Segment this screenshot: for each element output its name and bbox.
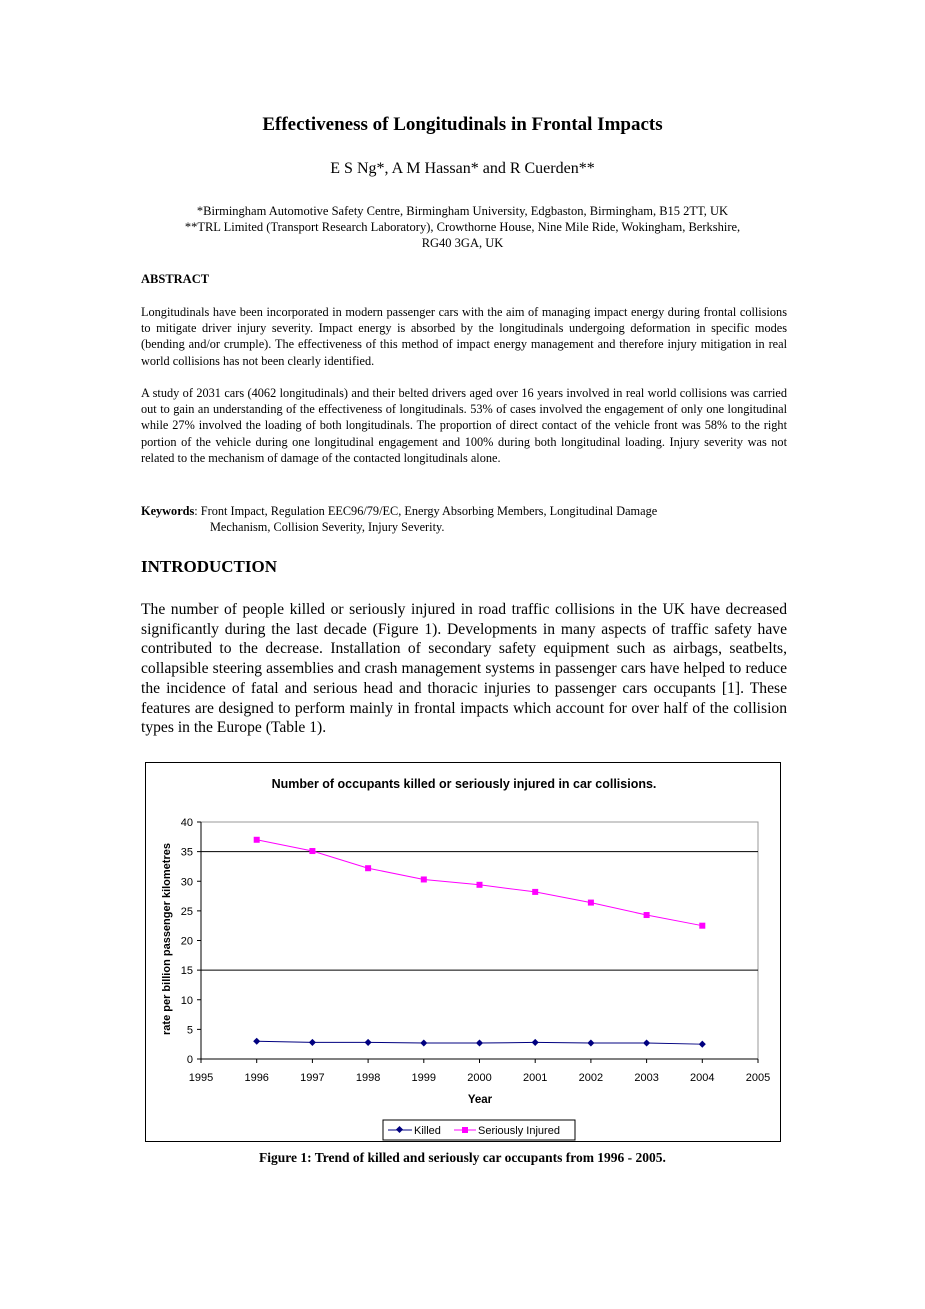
data-point-killed bbox=[699, 1041, 706, 1048]
y-tick-label: 35 bbox=[180, 846, 193, 859]
x-tick-label: 2005 bbox=[745, 1072, 771, 1084]
x-tick-label: 2000 bbox=[467, 1072, 492, 1084]
figure-1-chart bbox=[145, 762, 781, 1142]
y-tick-label: 20 bbox=[180, 935, 193, 948]
x-tick-label: 2003 bbox=[634, 1072, 659, 1084]
data-point-seriously-injured bbox=[421, 876, 427, 882]
figure-caption: Figure 1: Trend of killed and seriously car occupants from 1996 - 2005. bbox=[259, 1150, 666, 1165]
intro-heading: INTRODUCTION bbox=[141, 557, 278, 576]
x-tick-label: 1996 bbox=[244, 1072, 269, 1084]
data-point-seriously-injured bbox=[644, 912, 650, 918]
data-point-killed bbox=[532, 1039, 539, 1046]
data-point-seriously-injured bbox=[365, 865, 371, 871]
x-axis-label: Year bbox=[467, 1094, 493, 1106]
y-tick-label: 5 bbox=[186, 1024, 193, 1037]
legend-killed: Killed bbox=[414, 1125, 441, 1137]
chart-title: Number of occupants killed or seriously injured in car collisions. bbox=[271, 777, 657, 791]
authors: E S Ng*, A M Hassan* and R Cuerden** bbox=[330, 160, 595, 177]
abstract-paragraph-2: A study of 2031 cars (4062 longitudinals) and their belted drivers aged over 16 years involved in real world collisions was carried out to gain an understanding of the effectiveness of longitudinals. 53% of cases involved the engagement of only one longitudinal while 27% involved the loading of both longitudinals. The proportion of direct contact of the vehicle front was 58% to the right portion of the vehicle during one longitudinal engagement and 100% during both longitudinal loading. Injury severity was not related to the mechanism of damage of the contacted longitudinals alone. bbox=[141, 386, 787, 465]
abstract-heading: ABSTRACT bbox=[141, 272, 210, 286]
y-axis-label: rate per billion passenger kilometres bbox=[161, 843, 173, 1035]
legend bbox=[383, 1120, 575, 1140]
plot-area bbox=[201, 822, 758, 1059]
intro-paragraph: The number of people killed or seriously injured in road traffic collisions in the UK have decreased significantly during the last decade (Figure 1). Developments in many aspects of traffic safety have contributed to the decrease. Installation of secondary safety equipment such as airbags, seatbelts, collapsible steering assemblies and crash management systems in passenger cars have helped to reduce the incidence of fatal and serious head and thoracic injuries to passenger cars occupants [1]. These features are designed to perform mainly in frontal impacts which account for over half of the collision types in the Europe (Table 1). bbox=[141, 601, 787, 737]
x-tick-label: 1995 bbox=[188, 1072, 214, 1084]
keywords bbox=[141, 503, 787, 535]
affiliation-2: **TRL Limited (Transport Research Laboratory), Crowthorne House, Nine Mile Ride, Wokingham, Berkshire, bbox=[184, 220, 741, 234]
y-tick-label: 0 bbox=[186, 1054, 193, 1066]
data-point-killed bbox=[643, 1039, 650, 1046]
affiliation-1: *Birmingham Automotive Safety Centre, Birmingham University, Edgbaston, Birmingham, B15 2TT, UK bbox=[196, 204, 729, 218]
x-tick-label: 2004 bbox=[690, 1072, 715, 1084]
data-point-killed bbox=[309, 1039, 316, 1046]
y-tick-label: 15 bbox=[180, 965, 193, 978]
x-tick-label: 1999 bbox=[411, 1072, 437, 1084]
keywords-line-2: Mechanism, Collision Severity, Injury Severity. bbox=[210, 520, 445, 535]
legend-seriously-injured: Seriously Injured bbox=[478, 1125, 560, 1137]
x-tick-label: 2001 bbox=[522, 1072, 548, 1084]
y-tick-label: 40 bbox=[180, 817, 193, 829]
data-point-killed bbox=[476, 1039, 483, 1046]
data-point-killed bbox=[253, 1038, 260, 1045]
data-point-killed bbox=[365, 1039, 372, 1046]
affiliations bbox=[0, 203, 925, 251]
data-point-seriously-injured bbox=[532, 889, 538, 895]
paper-title: Effectiveness of Longitudinals in Frontal Impacts bbox=[262, 114, 663, 135]
data-point-killed bbox=[587, 1039, 594, 1046]
data-point-seriously-injured bbox=[477, 882, 483, 888]
y-tick-label: 10 bbox=[180, 994, 193, 1007]
data-point-seriously-injured bbox=[309, 848, 315, 854]
x-tick-label: 2002 bbox=[578, 1072, 604, 1084]
abstract-paragraph-1: Longitudinals have been incorporated in modern passenger cars with the aim of managing impact energy during frontal collisions to mitigate driver injury severity. Impact energy is absorbed by the longitudinals undergoing deformation in specific modes (bending and/or crumple). The effectiveness of this method of impact energy management and therefore injury mitigation in real world collisions has not been clearly identified. bbox=[141, 305, 787, 368]
y-tick-label: 25 bbox=[180, 905, 193, 918]
x-tick-label: 1998 bbox=[355, 1072, 381, 1084]
data-point-seriously-injured bbox=[699, 923, 705, 929]
data-point-seriously-injured bbox=[254, 837, 260, 843]
data-point-killed bbox=[420, 1039, 427, 1046]
data-point-seriously-injured bbox=[588, 900, 594, 906]
y-tick-label: 30 bbox=[180, 876, 193, 889]
affiliation-3: RG40 3GA, UK bbox=[421, 236, 504, 250]
chart-svg bbox=[146, 763, 782, 1143]
keywords-label: Keywords bbox=[141, 504, 195, 518]
keywords-line-1: : Front Impact, Regulation EEC96/79/EC, Energy Absorbing Members, Longitudinal Damage bbox=[194, 504, 658, 518]
x-tick-label: 1997 bbox=[300, 1072, 325, 1084]
